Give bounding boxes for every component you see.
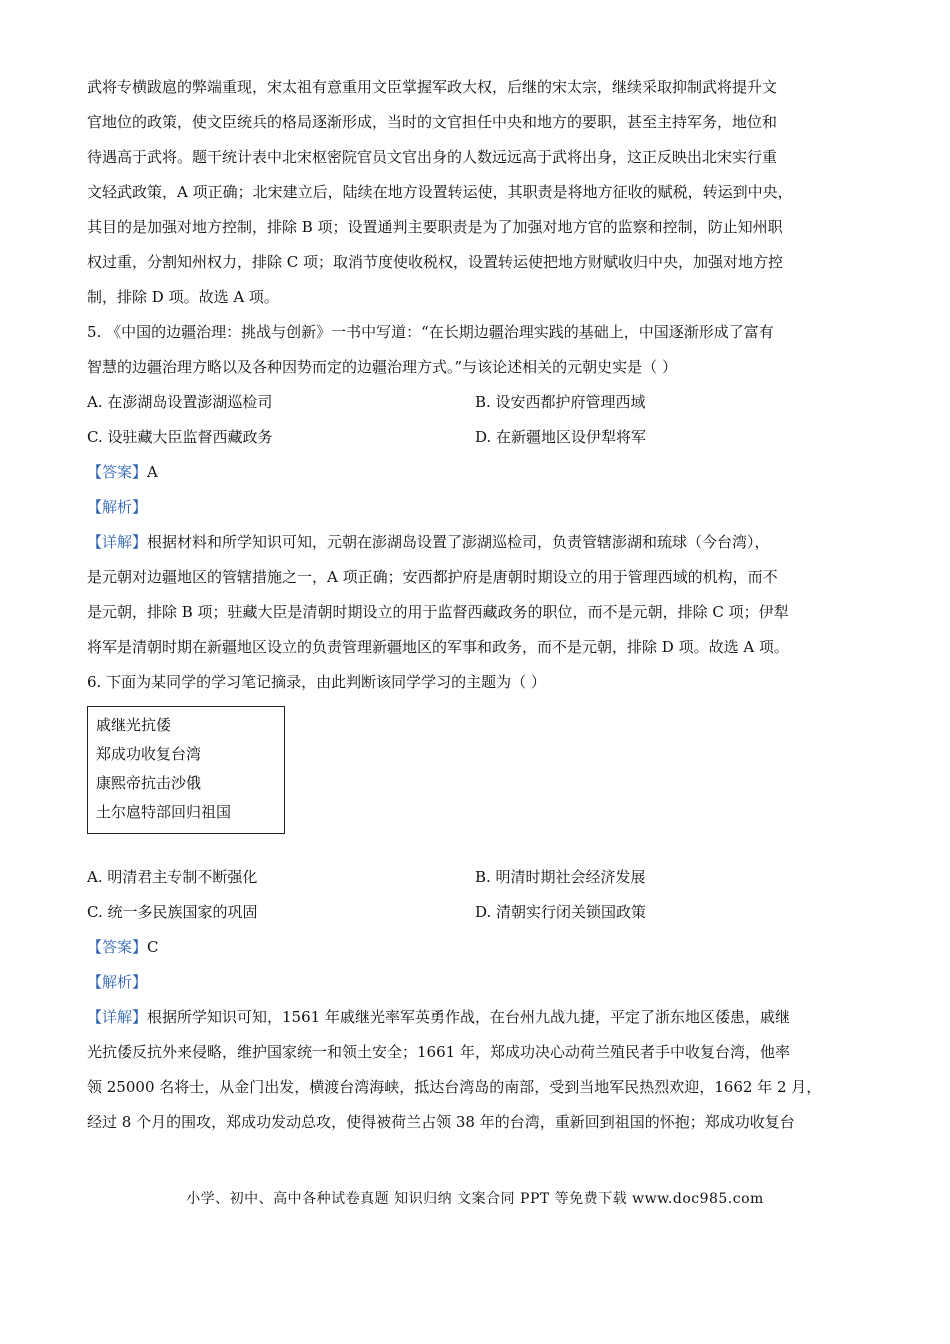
option-a: A. 明清君主专制不断强化 [87, 868, 258, 886]
text-line: 文轻武政策，A 项正确；北宋建立后，陆续在地方设置转运使，其职责是将地方征收的赋税，转运到中央， [87, 183, 793, 201]
text-line: 权过重，分割知州权力，排除 C 项；取消节度使收税权，设置转运使把地方财赋收归中央，加强对地方控 [87, 253, 784, 271]
document-page [87, 70, 867, 1140]
question-title: 6. 下面为某同学的学习笔记摘录，由此判断该同学学习的主题为（ ） [87, 673, 546, 691]
text-line: 官地位的政策，使文臣统兵的格局逐渐形成，当时的文官担任中央和地方的要职，甚至主持军务，地位和 [87, 113, 778, 131]
study-notes-box [87, 706, 285, 834]
detail-label: 【详解】 [87, 1008, 148, 1026]
detail-line: 是元朝对边疆地区的管辖措施之一，A 项正确；安西都护府是唐朝时期设立的用于管理西域的机构，而不 [87, 568, 778, 586]
option-b: B. 明清时期社会经济发展 [475, 868, 646, 886]
question-title-line: 智慧的边疆治理方略以及各种因势而定的边疆治理方式。”与该论述相关的元朝史实是（ ） [87, 358, 677, 376]
question-options [87, 860, 867, 930]
answer-value: A [147, 463, 158, 481]
previous-detail [87, 70, 867, 315]
note-item: 戚继光抗倭 [96, 716, 172, 734]
answer-line [87, 455, 867, 490]
detail-line [87, 525, 867, 560]
answer-label: 【答案】 [87, 463, 148, 481]
text-line: 其目的是加强对地方控制，排除 B 项；设置通判主要职责是为了加强对地方官的监察和控制，防止知州职 [87, 218, 783, 236]
option-d: D. 清朝实行闭关锁国政策 [475, 903, 647, 921]
question-5 [87, 315, 867, 665]
detail-line: 经过 8 个月的围攻，郑成功发动总攻，使得被荷兰占领 38 年的台湾，重新回到祖国的怀抱；郑成功收复台 [87, 1113, 795, 1131]
option-d: D. 在新疆地区设伊犁将军 [475, 428, 647, 446]
answer-label: 【答案】 [87, 938, 148, 956]
answer-line [87, 930, 867, 965]
detail-line: 领 25000 名将士，从金门出发，横渡台湾海峡，抵达台湾岛的南部，受到当地军民热烈欢迎，1662 年 2 月， [87, 1078, 822, 1096]
question-title-line: 5. 《中国的边疆治理：挑战与创新》一书中写道：“在长期边疆治理实践的基础上，中国逐渐形成了富有 [87, 323, 774, 341]
option-b: B. 设安西都护府管理西域 [475, 393, 646, 411]
question-options [87, 385, 867, 455]
detail-label: 【详解】 [87, 533, 148, 551]
detail-text: 根据所学知识可知，1561 年戚继光率军英勇作战，在台州九战九捷，平定了浙东地区倭患，戚继 [147, 1008, 790, 1026]
text-line: 武将专横跋扈的弊端重现，宋太祖有意重用文臣掌握军政大权，后继的宋太宗，继续采取抑制武将提升文 [87, 78, 778, 96]
detail-text: 根据材料和所学知识可知，元朝在澎湖岛设置了澎湖巡检司，负责管辖澎湖和琉球（今台湾）， [147, 533, 770, 551]
question-6 [87, 665, 867, 1140]
text-line: 制，排除 D 项。故选 A 项。 [87, 288, 279, 306]
answer-value: C [147, 938, 159, 956]
analysis-label: 【解析】 [87, 498, 148, 516]
detail-line [87, 1000, 867, 1035]
note-item: 康熙帝抗击沙俄 [96, 774, 202, 792]
note-item: 土尔扈特部回归祖国 [96, 803, 232, 821]
option-c: C. 设驻藏大臣监督西藏政务 [87, 428, 273, 446]
detail-line: 光抗倭反抗外来侵略，维护国家统一和领土安全；1661 年，郑成功决心动荷兰殖民者手中收复台湾，他率 [87, 1043, 790, 1061]
detail-line: 是元朝，排除 B 项；驻藏大臣是清朝时期设立的用于监督西藏政务的职位，而不是元朝，排除 C 项；伊犁 [87, 603, 789, 621]
detail-line: 将军是清朝时期在新疆地区设立的负责管理新疆地区的军事和政务，而不是元朝，排除 D 项。故选 A 项。 [87, 638, 789, 656]
note-item: 郑成功收复台湾 [96, 745, 202, 763]
text-line: 待遇高于武将。题干统计表中北宋枢密院官员文官出身的人数远远高于武将出身，这正反映出北宋实行重 [87, 148, 778, 166]
analysis-label: 【解析】 [87, 973, 148, 991]
option-a: A. 在澎湖岛设置澎湖巡检司 [87, 393, 273, 411]
page-footer: 小学、初中、高中各种试卷真题 知识归纳 文案合同 PPT 等免费下载 www.doc985.com [186, 1191, 764, 1207]
option-c: C. 统一多民族国家的巩固 [87, 903, 258, 921]
